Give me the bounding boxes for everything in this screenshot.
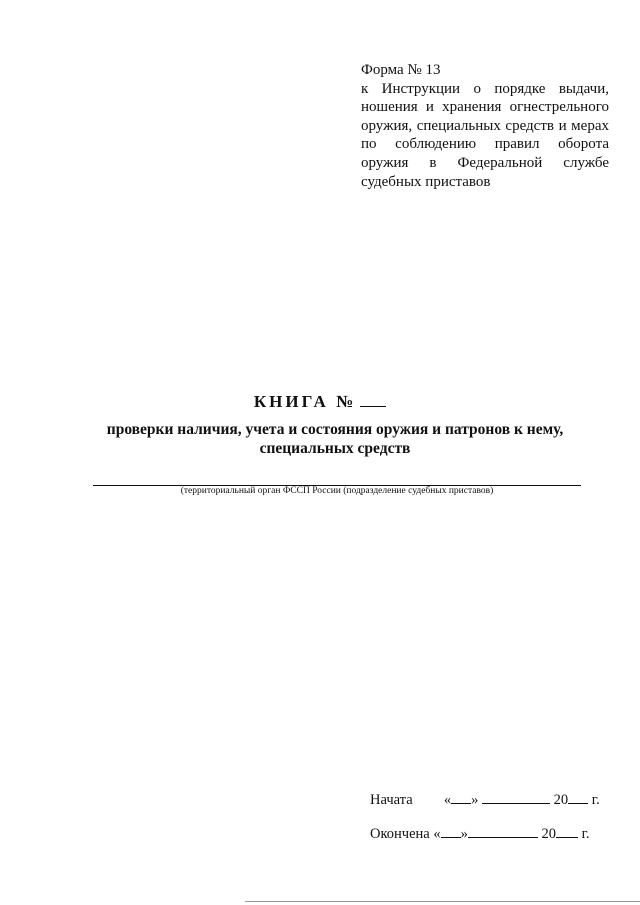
- book-title-text: КНИГА №: [253, 392, 357, 411]
- book-subtitle: [0, 420, 640, 458]
- end-month-blank: [468, 825, 538, 838]
- end-open-quote: «: [433, 826, 441, 842]
- start-label: Начата: [370, 792, 413, 808]
- start-date-row: [370, 791, 600, 809]
- start-day-blank: [451, 791, 471, 804]
- book-number-blank: [360, 392, 386, 407]
- organization-caption: (территориальный орган ФССП России (подразделение судебных приставов): [180, 486, 494, 496]
- form-reference-block: [361, 61, 609, 191]
- end-date-row: [370, 825, 590, 843]
- end-close-quote: »: [460, 826, 468, 842]
- start-year-blank: [568, 791, 588, 804]
- form-reference-text: к Инструкции о порядке выдачи, ношения и хранения огнестрельного оружия, специальных средств и мерах по соблюдению правил оборота оружия в Федеральной службе судебных приставов: [361, 80, 609, 190]
- end-year-blank: [556, 825, 578, 838]
- start-year-prefix: 20: [553, 792, 569, 808]
- page-bottom-edge: [245, 901, 640, 902]
- subtitle-line-2: специальных средств: [259, 440, 411, 457]
- start-close-quote: »: [471, 792, 479, 808]
- start-year-suffix: г.: [591, 792, 600, 808]
- end-day-blank: [441, 825, 461, 838]
- end-year-prefix: 20: [541, 826, 556, 842]
- end-label: Окончена: [370, 826, 430, 842]
- subtitle-line-1: проверки наличия, учета и состояния оружия и патронов к нему,: [106, 421, 564, 438]
- start-month-blank: [482, 791, 550, 804]
- book-title: [0, 392, 640, 412]
- start-open-quote: «: [443, 792, 452, 808]
- form-number: Форма № 13: [361, 62, 441, 78]
- end-year-suffix: г.: [581, 826, 590, 842]
